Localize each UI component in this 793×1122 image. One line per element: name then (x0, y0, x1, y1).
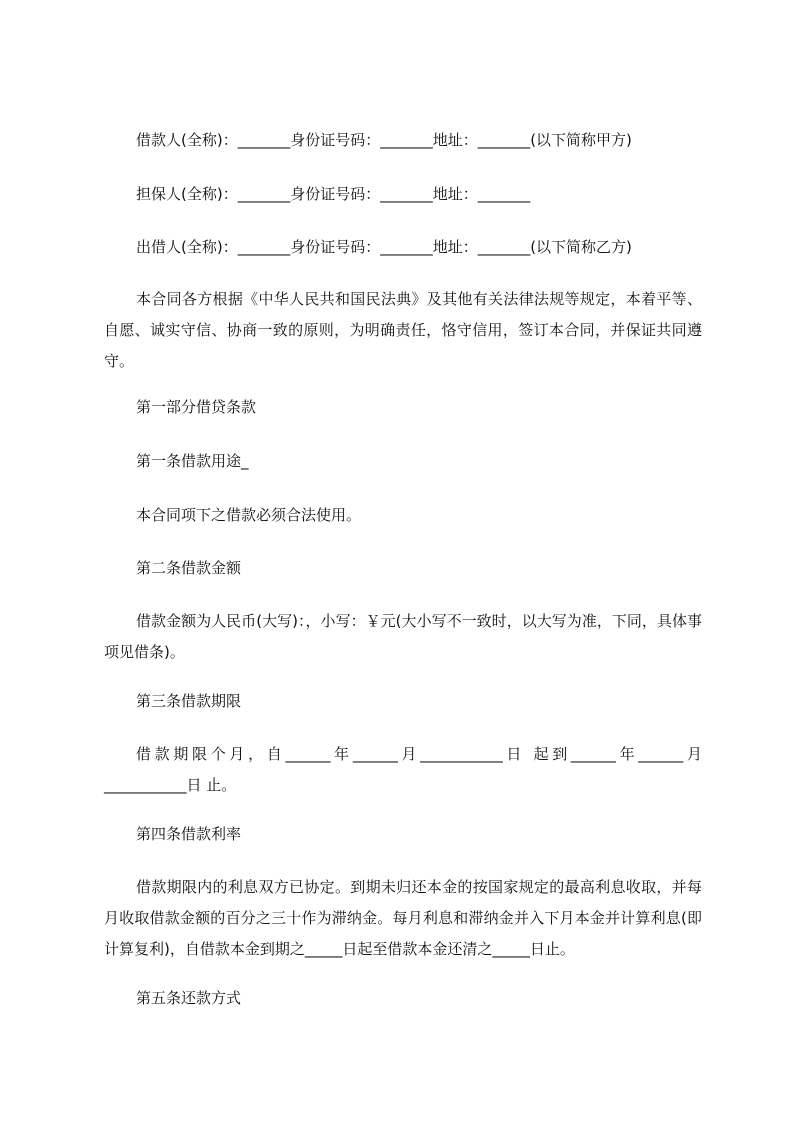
article2-body: 借款金额为人民币(大写)：，小写：￥元(大小写不一致时，以大写为准，下同，具体事项见借条)。 (104, 612, 702, 661)
article4-heading: 第四条借款利率 (136, 825, 242, 843)
article1-body: 本合同项下之借款必须合法使用。 (136, 506, 362, 524)
article3-body: 借款期限个月，自______年______月___________日 起到______年______月___________日 止。 (104, 745, 702, 794)
borrower-line: 借款人(全称)：_______身份证号码：_______地址：_______(以下简称甲方) (136, 131, 632, 149)
article2-heading: 第二条借款金额 (136, 559, 242, 577)
article1-heading: 第一条借款用途_ (136, 452, 249, 470)
lender-line: 出借人(全称)：_______身份证号码：_______地址：_______(以下简称乙方) (136, 238, 632, 256)
part1-heading: 第一部分借贷条款 (136, 398, 257, 416)
guarantor-line: 担保人(全称)：_______身份证号码：_______地址：_______ (136, 185, 531, 203)
preamble-paragraph: 本合同各方根据《中华人民共和国民法典》及其他有关法律法规等规定，本着平等、自愿、诚实守信、协商一致的原则，为明确责任，恪守信用，签订本合同，并保证共同遵守。 (104, 290, 702, 370)
article3-heading: 第三条借款期限 (136, 692, 242, 710)
article5-heading: 第五条还款方式 (136, 989, 242, 1007)
article4-body: 借款期限内的利息双方已协定。到期未归还本金的按国家规定的最高利息收取，并每月收取借款金额的百分之三十作为滞纳金。每月利息和滞纳金并入下月本金并计算利息(即计算复利)，自借款本金到期之_____日起至借款本金还清之_____日止。 (104, 878, 702, 958)
